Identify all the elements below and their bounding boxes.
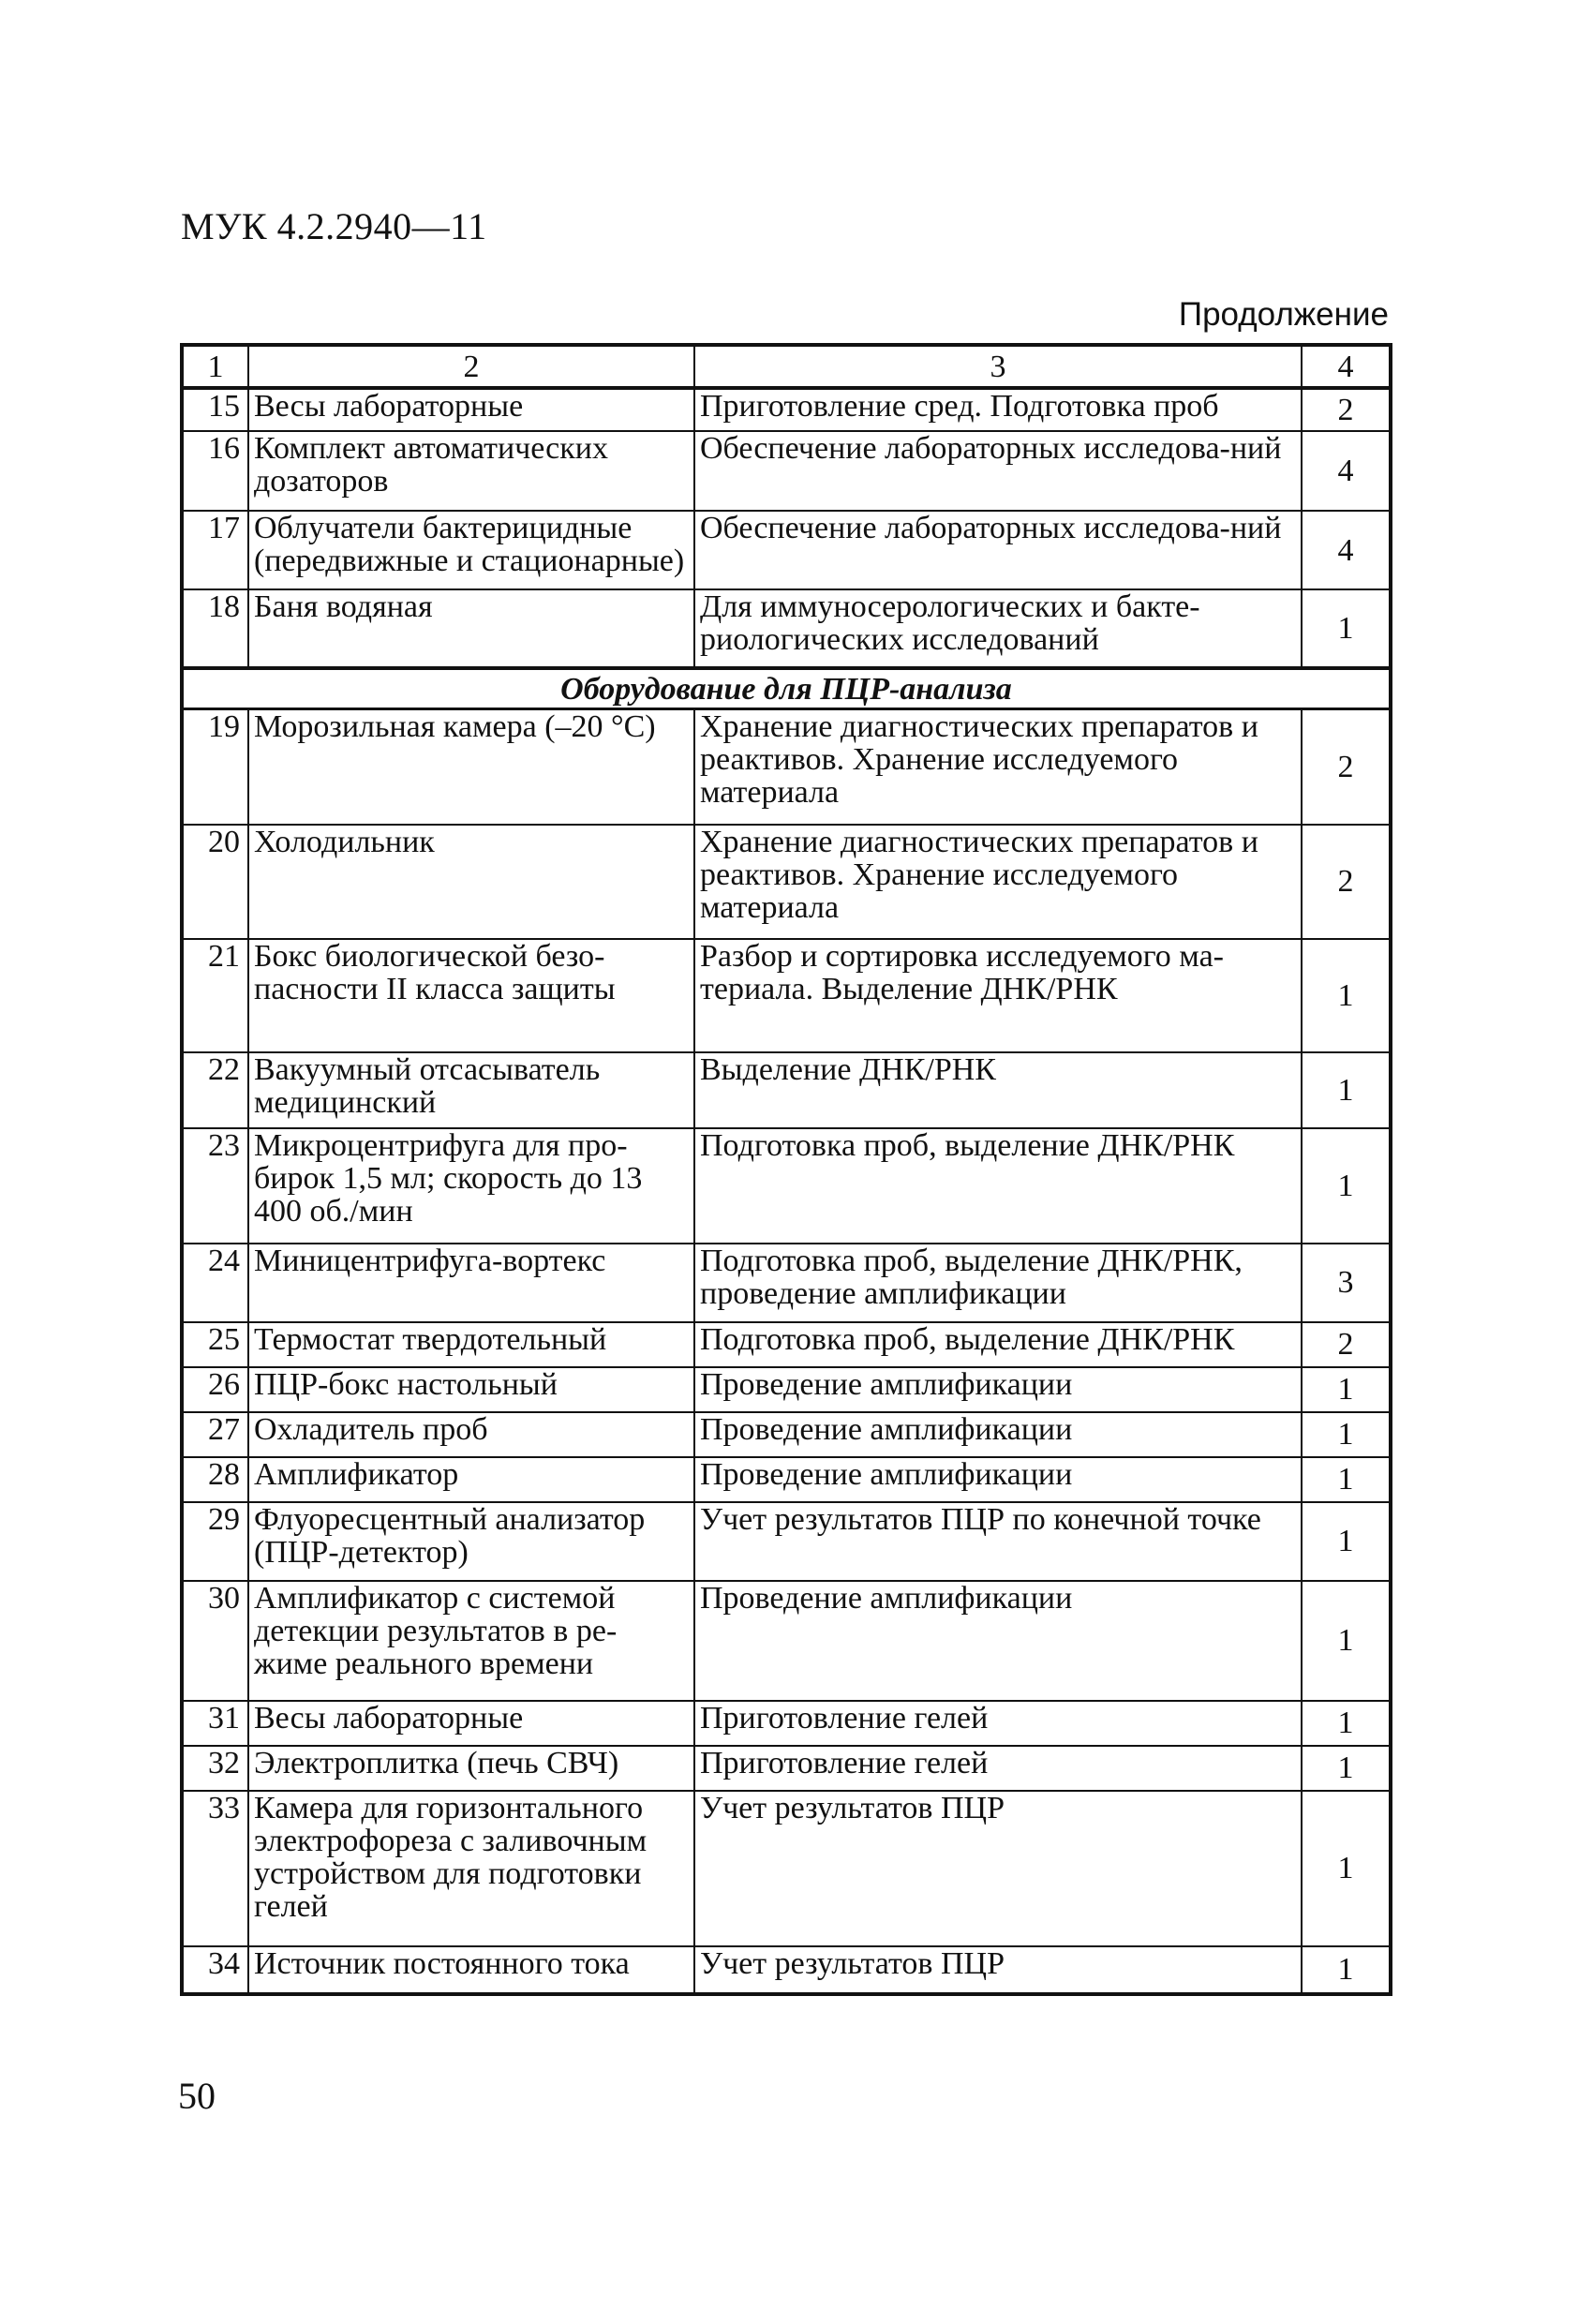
equipment-purpose: Проведение амплификации — [694, 1367, 1302, 1412]
equipment-name: Микроцентрифуга для про-бирок 1,5 мл; скорость до 13 400 об./мин — [248, 1128, 694, 1244]
row-number: 27 — [182, 1412, 248, 1457]
table-row — [182, 1412, 1391, 1457]
equipment-purpose: Обеспечение лабораторных исследова-ний — [694, 511, 1302, 589]
equipment-name: Камера для горизонтального электрофореза с заливочным устройством для подготовки гелей — [248, 1791, 694, 1946]
table-row — [182, 1457, 1391, 1502]
row-number: 20 — [182, 825, 248, 939]
row-number: 23 — [182, 1128, 248, 1244]
equipment-purpose: Приготовление гелей — [694, 1746, 1302, 1791]
table-row — [182, 589, 1391, 668]
equipment-name: Миницентрифуга-вортекс — [248, 1244, 694, 1322]
equipment-purpose: Учет результатов ПЦР по конечной точке — [694, 1502, 1302, 1581]
row-number: 32 — [182, 1746, 248, 1791]
quantity: 1 — [1302, 1052, 1391, 1128]
row-number: 24 — [182, 1244, 248, 1322]
equipment-purpose: Разбор и сортировка исследуемого ма-териала. Выделение ДНК/РНК — [694, 939, 1302, 1052]
row-number: 22 — [182, 1052, 248, 1128]
quantity: 1 — [1302, 1457, 1391, 1502]
equipment-purpose: Приготовление сред. Подготовка проб — [694, 388, 1302, 431]
row-number: 21 — [182, 939, 248, 1052]
row-number: 34 — [182, 1946, 248, 1994]
row-number: 30 — [182, 1581, 248, 1701]
equipment-purpose: Учет результатов ПЦР — [694, 1946, 1302, 1994]
table-row — [182, 1052, 1391, 1128]
equipment-name: Источник постоянного тока — [248, 1946, 694, 1994]
column-header-2: 2 — [248, 345, 694, 388]
equipment-name: ПЦР-бокс настольный — [248, 1367, 694, 1412]
quantity: 1 — [1302, 1128, 1391, 1244]
equipment-purpose: Подготовка проб, выделение ДНК/РНК — [694, 1128, 1302, 1244]
row-number: 25 — [182, 1322, 248, 1367]
table-row — [182, 1244, 1391, 1322]
equipment-name: Облучатели бактерицидные (передвижные и стационарные) — [248, 511, 694, 589]
equipment-purpose: Хранение диагностических препаратов и реактивов. Хранение исследуемого материала — [694, 709, 1302, 825]
equipment-purpose: Учет результатов ПЦР — [694, 1791, 1302, 1946]
section-row — [182, 668, 1391, 709]
quantity: 2 — [1302, 825, 1391, 939]
quantity: 1 — [1302, 1581, 1391, 1701]
equipment-purpose: Подготовка проб, выделение ДНК/РНК, проведение амплификации — [694, 1244, 1302, 1322]
table-header-row — [182, 345, 1391, 388]
equipment-name: Баня водяная — [248, 589, 694, 668]
equipment-purpose: Приготовление гелей — [694, 1701, 1302, 1746]
equipment-purpose: Проведение амплификации — [694, 1581, 1302, 1701]
table-row — [182, 939, 1391, 1052]
equipment-name: Охладитель проб — [248, 1412, 694, 1457]
page-number: 50 — [178, 2075, 216, 2117]
table-row — [182, 1367, 1391, 1412]
row-number: 31 — [182, 1701, 248, 1746]
quantity: 1 — [1302, 589, 1391, 668]
equipment-name: Амплификатор — [248, 1457, 694, 1502]
table-row — [182, 1128, 1391, 1244]
equipment-purpose: Для иммуносерологических и бакте-риологических исследований — [694, 589, 1302, 668]
row-number: 17 — [182, 511, 248, 589]
quantity: 3 — [1302, 1244, 1391, 1322]
row-number: 19 — [182, 709, 248, 825]
table-row — [182, 1791, 1391, 1946]
equipment-purpose: Проведение амплификации — [694, 1457, 1302, 1502]
column-header-4: 4 — [1302, 345, 1391, 388]
table-row — [182, 511, 1391, 589]
quantity: 1 — [1302, 1946, 1391, 1994]
quantity: 4 — [1302, 431, 1391, 511]
table-row — [182, 1581, 1391, 1701]
equipment-purpose: Обеспечение лабораторных исследова-ний — [694, 431, 1302, 511]
table-row — [182, 1322, 1391, 1367]
quantity: 2 — [1302, 388, 1391, 431]
equipment-name: Термостат твердотельный — [248, 1322, 694, 1367]
table-row — [182, 709, 1391, 825]
quantity: 2 — [1302, 709, 1391, 825]
equipment-name: Электроплитка (печь СВЧ) — [248, 1746, 694, 1791]
column-header-3: 3 — [694, 345, 1302, 388]
quantity: 1 — [1302, 1412, 1391, 1457]
quantity: 2 — [1302, 1322, 1391, 1367]
equipment-purpose: Проведение амплификации — [694, 1412, 1302, 1457]
equipment-name: Бокс биологической безо-пасности II класса защиты — [248, 939, 694, 1052]
row-number: 26 — [182, 1367, 248, 1412]
equipment-name: Амплификатор с системой детекции результатов в ре-жиме реального времени — [248, 1581, 694, 1701]
equipment-purpose: Выделение ДНК/РНК — [694, 1052, 1302, 1128]
table-row — [182, 431, 1391, 511]
row-number: 18 — [182, 589, 248, 668]
table-row — [182, 1502, 1391, 1581]
table-row — [182, 388, 1391, 431]
equipment-name: Холодильник — [248, 825, 694, 939]
table-row — [182, 1746, 1391, 1791]
equipment-name: Комплект автоматических дозаторов — [248, 431, 694, 511]
equipment-name: Флуоресцентный анализатор (ПЦР-детектор) — [248, 1502, 694, 1581]
quantity: 1 — [1302, 939, 1391, 1052]
document-id: МУК 4.2.2940—11 — [181, 205, 487, 247]
continuation-label: Продолжение — [1178, 296, 1389, 333]
equipment-name: Весы лабораторные — [248, 1701, 694, 1746]
quantity: 1 — [1302, 1791, 1391, 1946]
equipment-purpose: Хранение диагностических препаратов и реактивов. Хранение исследуемого материала — [694, 825, 1302, 939]
table-row — [182, 1701, 1391, 1746]
row-number: 15 — [182, 388, 248, 431]
equipment-name: Вакуумный отсасыватель медицинский — [248, 1052, 694, 1128]
equipment-name: Весы лабораторные — [248, 388, 694, 431]
row-number: 28 — [182, 1457, 248, 1502]
row-number: 33 — [182, 1791, 248, 1946]
quantity: 1 — [1302, 1701, 1391, 1746]
row-number: 29 — [182, 1502, 248, 1581]
quantity: 1 — [1302, 1746, 1391, 1791]
equipment-purpose: Подготовка проб, выделение ДНК/РНК — [694, 1322, 1302, 1367]
quantity: 4 — [1302, 511, 1391, 589]
quantity: 1 — [1302, 1502, 1391, 1581]
row-number: 16 — [182, 431, 248, 511]
quantity: 1 — [1302, 1367, 1391, 1412]
section-title: Оборудование для ПЦР-анализа — [182, 668, 1391, 709]
column-header-1: 1 — [182, 345, 248, 388]
equipment-table — [180, 343, 1392, 1996]
equipment-name: Морозильная камера (–20 °С) — [248, 709, 694, 825]
table-row — [182, 1946, 1391, 1994]
table-row — [182, 825, 1391, 939]
